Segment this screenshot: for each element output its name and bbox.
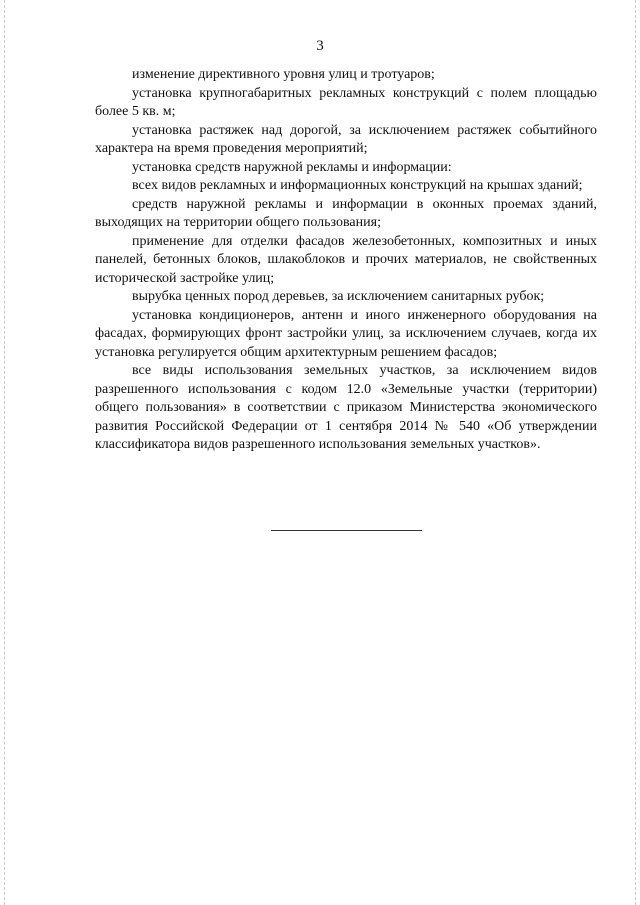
paragraph: установка кондиционеров, антенн и иного инженерного оборудования на фасадах, формирующих фронт застройки улиц, за исключением случаев, когда их установка регулируется общим архитектурным решением фасадов; xyxy=(95,307,597,360)
scan-edge-right xyxy=(635,0,636,905)
paragraph: установка средств наружной рекламы и информации: xyxy=(132,159,452,175)
paragraph: все виды использования земельных участков, за исключением видов разрешенного использования с кодом 12.0 «Земельные участки (территории) общего пользования» в соответствии с приказом Министерства экономического развития Российской Федерации от 1 сентября 2014 № 540 «Об утверждении классификатора видов разрешенного использования земельных участков». xyxy=(95,363,597,452)
paragraph: установка растяжек над дорогой, за исключением растяжек событийного характера на время проведения мероприятий; xyxy=(95,122,597,156)
body-text xyxy=(95,66,597,455)
page-number: 3 xyxy=(316,38,324,54)
paragraph: средств наружной рекламы и информации в оконных проемах зданий, выходящих на территории общего пользования; xyxy=(95,196,597,230)
paragraph: применение для отделки фасадов железобетонных, композитных и иных панелей, бетонных блоков, шлакоблоков и прочих материалов, не свойственных исторической застройке улиц; xyxy=(95,233,597,286)
paragraph: изменение директивного уровня улиц и тротуаров; xyxy=(132,67,435,82)
paragraph: всех видов рекламных и информационных конструкций на крышах зданий; xyxy=(132,178,583,193)
paragraph: установка крупногабаритных рекламных конструкций с полем площадью более 5 кв. м; xyxy=(95,85,597,119)
end-of-text-rule xyxy=(271,530,422,531)
scan-edge-left xyxy=(4,0,5,905)
paragraph: вырубка ценных пород деревьев, за исключением санитарных рубок; xyxy=(132,289,545,304)
